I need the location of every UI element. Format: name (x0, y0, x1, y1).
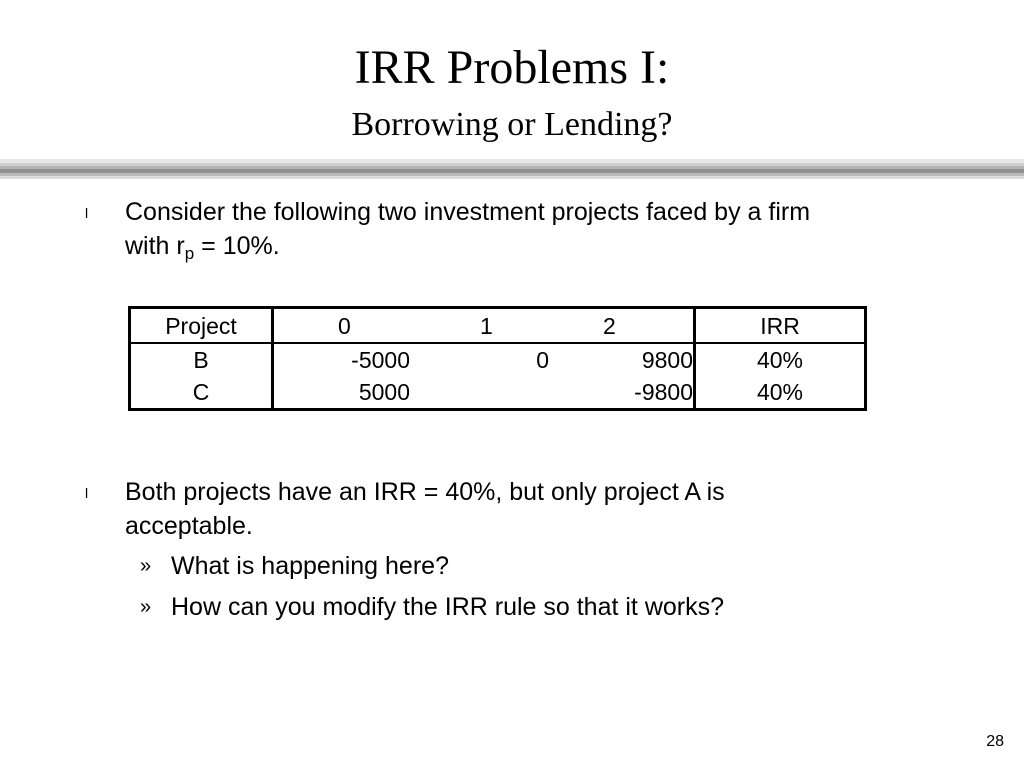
table-cell: 9800 (549, 343, 695, 376)
table-row (130, 343, 866, 376)
bullet-icon: l (85, 485, 89, 501)
bullet-icon: l (85, 205, 89, 221)
table-cell: 0 (536, 347, 549, 373)
sub-bullet-icon: » (140, 555, 152, 577)
sub-bullet-text: What is happening here? (171, 552, 449, 580)
table-cell: 5000 (358, 379, 410, 405)
bullet-text (125, 195, 925, 263)
table-cell: 40% (756, 379, 804, 405)
table-cell (410, 376, 549, 410)
column-header: 0 (273, 308, 411, 344)
table-cell: -9800 (549, 376, 695, 410)
table-cell: 40% (756, 347, 804, 373)
table-header-row (130, 308, 866, 344)
subscript: p (184, 244, 195, 263)
slide-title: IRR Problems I: (354, 41, 670, 94)
bullet-item (85, 475, 945, 547)
bullet-text-prefix: with r (125, 232, 185, 260)
table-cell: B (130, 343, 273, 376)
divider-band (0, 176, 1024, 179)
bullet-text-line: Consider the following two investment projects faced by a firm (125, 198, 811, 226)
sub-bullet-text: How can you modify the IRR rule so that it works? (171, 593, 725, 621)
bullet-text-suffix: = 10%. (194, 232, 280, 260)
bullet-text: Both projects have an IRR = 40%, but only project A is acceptable. (125, 478, 725, 540)
table-row (130, 376, 866, 410)
column-header: Project (130, 308, 273, 344)
page-number: 28 (986, 733, 1004, 750)
table-cell: -5000 (351, 347, 410, 373)
column-header: 1 (410, 308, 549, 344)
title-divider (0, 159, 1024, 179)
bullet-item (85, 195, 945, 267)
sub-bullet-icon: » (140, 596, 152, 618)
column-header: 2 (549, 308, 695, 344)
column-header: IRR (695, 308, 866, 344)
cash-flow-table (128, 306, 867, 411)
slide-subtitle: Borrowing or Lending? (351, 106, 673, 143)
table-cell: C (130, 376, 273, 410)
